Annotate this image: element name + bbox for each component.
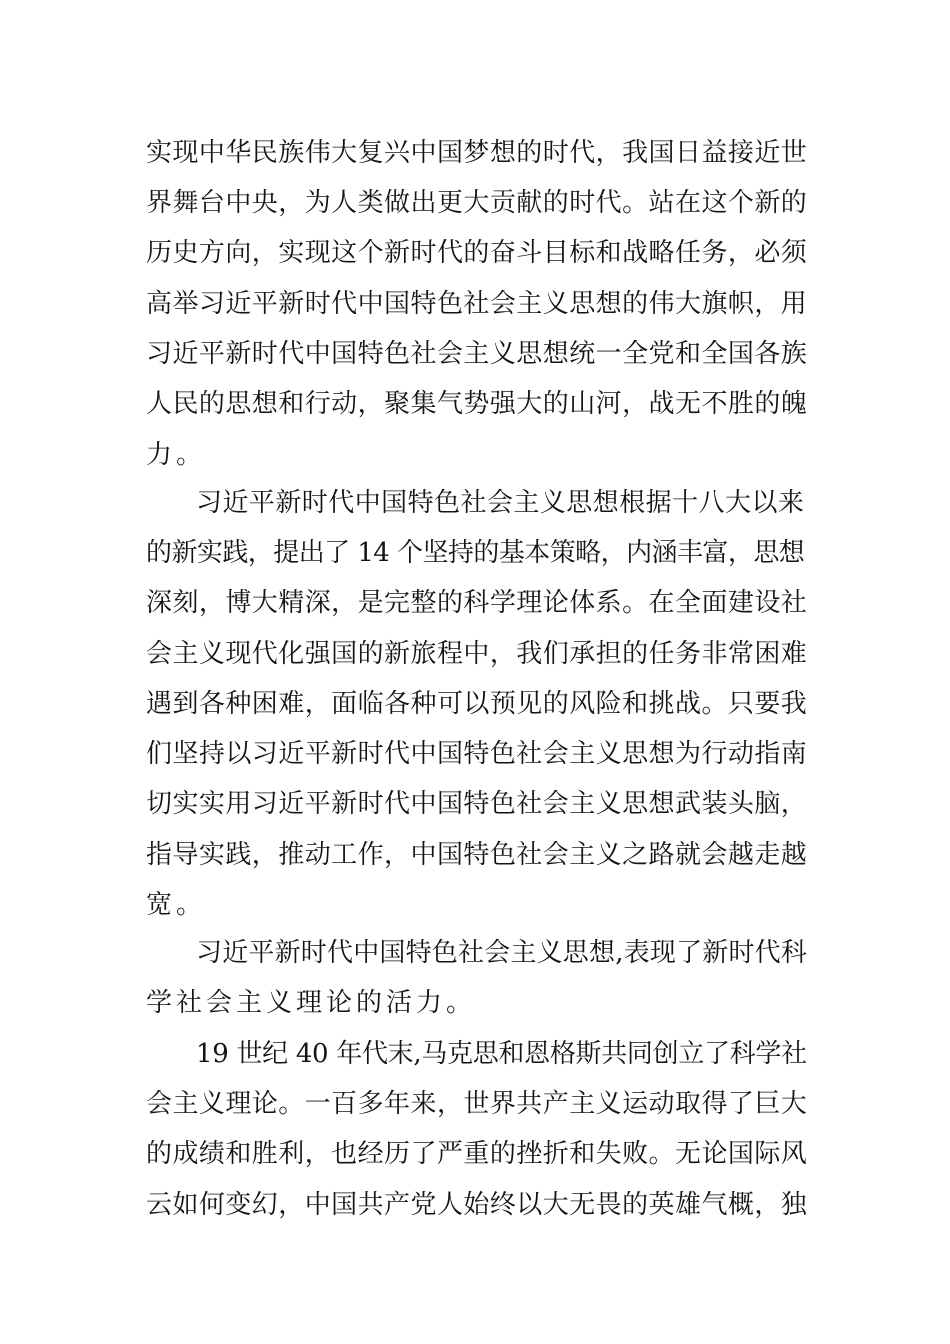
text-line: 习近平新时代中国特色社会主义思想,表现了新时代科	[196, 938, 808, 968]
text-line: 会主义现代化强国的新旅程中，我们承担的任务非常困难	[146, 639, 808, 669]
text-line: 的成绩和胜利，也经历了严重的挫折和失败。无论国际风	[146, 1139, 808, 1169]
text-line: 实现中华民族伟大复兴中国梦想的时代，我国日益接近世	[146, 138, 808, 168]
text-line: 人民的思想和行动，聚集气势强大的山河，战无不胜的魄	[146, 389, 808, 419]
text-line: 习近平新时代中国特色社会主义思想统一全党和全国各族	[146, 339, 808, 369]
text-line: 力。	[146, 440, 207, 470]
text-line: 云如何变幻，中国共产党人始终以大无畏的英雄气概，独	[146, 1190, 808, 1220]
text-line: 宽。	[146, 890, 207, 920]
text-line: 的新实践，提出了 14 个坚持的基本策略，内涵丰富，思想	[146, 538, 805, 568]
text-line: 遇到各种困难，面临各种可以预见的风险和挑战。只要我	[146, 689, 808, 719]
text-line: 们坚持以习近平新时代中国特色社会主义思想为行动指南	[146, 739, 808, 769]
text-line: 历史方向，实现这个新时代的奋斗目标和战略任务，必须	[146, 238, 808, 268]
text-line: 切实实用习近平新时代中国特色社会主义思想武装头脑，	[146, 789, 808, 819]
text-line: 深刻，博大精深，是完整的科学理论体系。在全面建设社	[146, 588, 808, 618]
text-line: 高举习近平新时代中国特色社会主义思想的伟大旗帜，用	[146, 289, 808, 319]
text-line: 19 世纪 40 年代末,马克思和恩格斯共同创立了科学社	[196, 1039, 807, 1069]
text-line: 学社会主义理论的活力。	[146, 988, 477, 1018]
text-line: 指导实践，推动工作，中国特色社会主义之路就会越走越	[146, 840, 808, 870]
text-line: 界舞台中央，为人类做出更大贡献的时代。站在这个新的	[146, 188, 808, 218]
text-line: 会主义理论。一百多年来，世界共产主义运动取得了巨大	[146, 1089, 808, 1119]
text-line: 习近平新时代中国特色社会主义思想根据十八大以来	[196, 488, 805, 518]
